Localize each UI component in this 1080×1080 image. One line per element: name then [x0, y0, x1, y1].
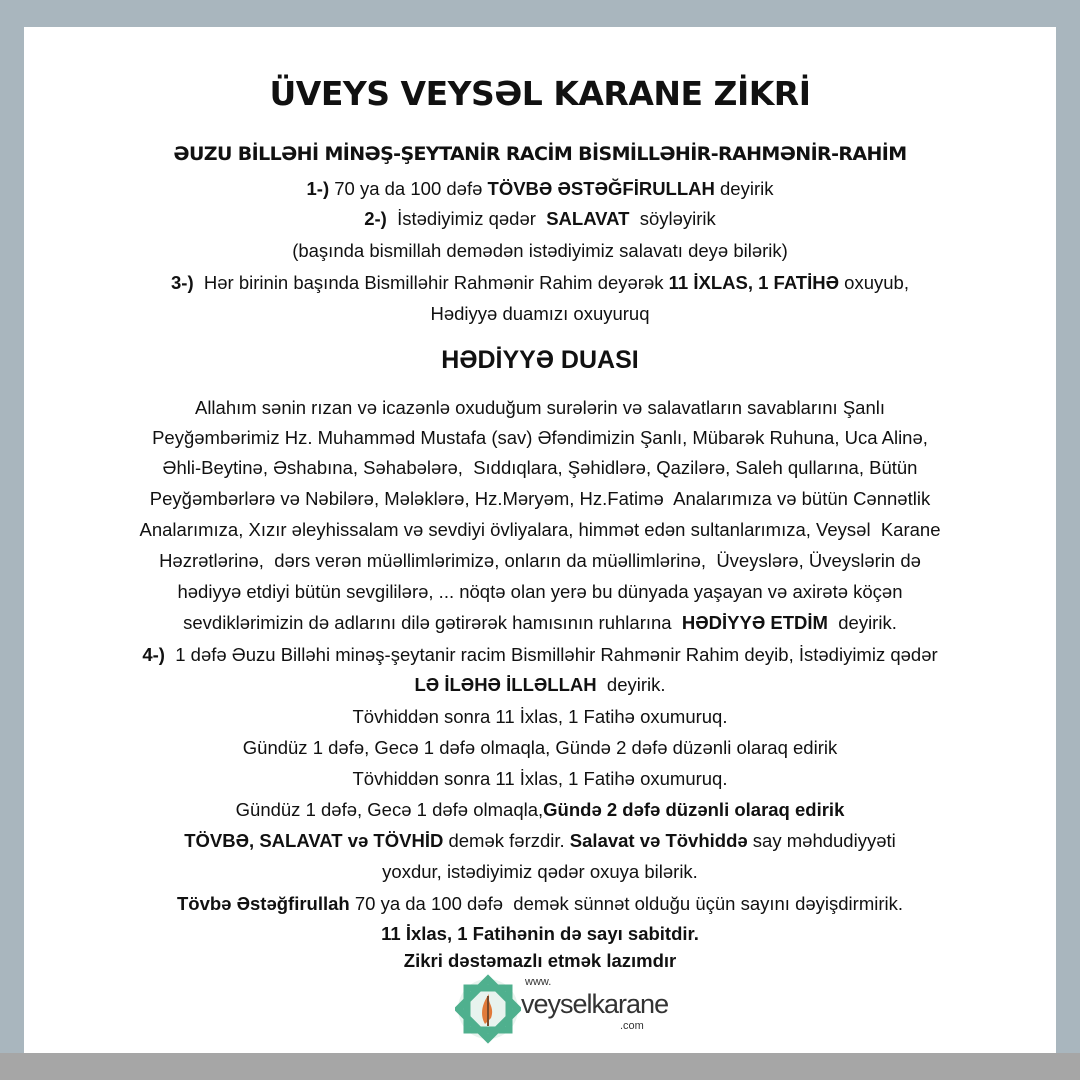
- bold-text: SALAVAT: [546, 208, 630, 229]
- text-line: [0, 488, 1080, 510]
- page-title: ÜVEYS VEYSƏL KARANE ZİKRİ: [269, 74, 811, 113]
- logo-www: www.: [525, 976, 552, 988]
- text: Peyğəmbərlərə və Nəbilərə, Mələklərə, Hz.Məryəm, Hz.Fatimə Analarımıza və bütün Cənnətlik: [149, 488, 931, 509]
- text: Əhli-Beytinə, Əshabına, Səhabələrə, Sıddıqlara, Şəhidlərə, Qazilərə, Saleh qullarına, Bütün: [162, 457, 918, 478]
- text-line: [0, 519, 1080, 541]
- text: deyirik: [714, 178, 774, 199]
- text: deyirik.: [827, 612, 897, 633]
- bold-text: HƏDİYYƏ ETDİM: [681, 612, 828, 633]
- text: oxuyub,: [839, 272, 909, 293]
- text-line: [0, 674, 1080, 696]
- text-line: [0, 893, 1080, 915]
- text-line: [0, 457, 1080, 479]
- text: Tövhiddən sonra 11 İxlas, 1 Fatihə oxumuruq.: [352, 706, 728, 727]
- bold-text: 4-): [142, 644, 176, 665]
- logo-star-icon: [455, 974, 521, 1044]
- text-line: [0, 737, 1080, 759]
- bold-text: 11 İxlas, 1 Fatihənin də sayı sabitdir.: [381, 923, 699, 944]
- text: 70 ya da 100 dəfə: [334, 178, 488, 199]
- bold-text: 2-): [364, 208, 398, 229]
- text-line: [0, 706, 1080, 728]
- subtitle: ƏUZU BİLLƏHİ MİNƏŞ-ŞEYTANİR RACİM BİSMİLLƏHİR-RAHMƏNİR-RAHİM: [173, 143, 907, 165]
- text-line: [0, 581, 1080, 603]
- text-line: [0, 950, 1080, 972]
- text: söyləyirik: [629, 208, 716, 229]
- text: İstədiyimiz qədər: [397, 208, 547, 229]
- text: Tövhiddən sonra 11 İxlas, 1 Fatihə oxumuruq.: [352, 768, 728, 789]
- text-line: [0, 550, 1080, 572]
- bold-text: 11 İXLAS, 1 FATİHƏ: [668, 272, 840, 293]
- text: hədiyyə etdiyi bütün sevgililərə, ... nöqtə olan yerə bu dünyada yaşayan və axirətə köçən: [177, 581, 903, 602]
- text: yoxdur, istədiyimiz qədər oxuya bilərik.: [382, 861, 698, 882]
- text-line: [0, 861, 1080, 883]
- text: Həzrətlərinə, dərs verən müəllimlərimizə, onların da müəllimlərinə, Üveyslərə, Üveyslərin də: [159, 550, 921, 571]
- text: (başında bismillah demədən istədiyimiz salavatı deyə bilərik): [292, 240, 788, 261]
- bold-text: LƏ İLƏHƏ İLLƏLLAH: [414, 674, 597, 695]
- text: 70 ya da 100 dəfə demək sünnət olduğu üçün sayını dəyişdirmirik.: [349, 893, 904, 914]
- bold-text: Salavat və Tövhiddə: [569, 830, 748, 851]
- bold-text: Zikri dəstəmazlı etmək lazımdır: [403, 950, 677, 971]
- text: Hər birinin başında Bismilləhir Rahmənir Rahim deyərək: [203, 272, 669, 293]
- text-line: [0, 303, 1080, 325]
- text: Analarımıza, Xızır əleyhissalam və sevdiyi övliyalara, himmət edən sultanlarımıza, Veysəl Karane: [139, 519, 941, 540]
- logo-name: veyselkarane: [521, 989, 669, 1019]
- bold-text: 3-): [171, 272, 204, 293]
- bold-text: Gündə 2 dəfə düzənli olaraq edirik: [543, 799, 845, 820]
- text: Gündüz 1 dəfə, Gecə 1 dəfə olmaqla, Gündə 2 dəfə düzənli olaraq edirik: [242, 737, 838, 758]
- bottom-bar: [0, 1053, 1080, 1080]
- text-line: [0, 799, 1080, 821]
- text-line: [0, 768, 1080, 790]
- text-line: [0, 272, 1080, 294]
- text-line: [0, 397, 1080, 419]
- logo-tld: .com: [620, 1020, 644, 1032]
- text-line: [0, 923, 1080, 945]
- text: demək fərzdir.: [443, 830, 570, 851]
- bold-text: 1-): [306, 178, 335, 199]
- logo: [455, 974, 669, 1049]
- text-line: [0, 427, 1080, 449]
- text: 1 dəfə Əuzu Billəhi minəş-şeytanir racim Bismilləhir Rahmənir Rahim deyib, İstədiyimiz qədər: [175, 644, 938, 665]
- bold-text: TÖVBƏ, SALAVAT və TÖVHİD: [184, 830, 444, 851]
- bold-text: Tövbə Əstəğfirullah: [176, 893, 350, 914]
- text-line: [0, 830, 1080, 852]
- text-line: [0, 240, 1080, 262]
- text: Hədiyyə duamızı oxuyuruq: [430, 303, 650, 324]
- text-line: [0, 644, 1080, 666]
- text: deyirik.: [596, 674, 666, 695]
- bold-text: TÖVBƏ ƏSTƏĞFİRULLAH: [487, 178, 715, 199]
- text: Gündüz 1 dəfə, Gecə 1 dəfə olmaqla,: [235, 799, 544, 820]
- section-heading: HƏDİYYƏ DUASI: [441, 346, 639, 374]
- text: Peyğəmbərimiz Hz. Muhamməd Mustafa (sav) Əfəndimizin Şanlı, Mübarək Ruhuna, Uca Alinə,: [152, 427, 928, 448]
- text-line: [0, 178, 1080, 200]
- text-line: [0, 208, 1080, 230]
- text: Allahım sənin rızan və icazənlə oxuduğum surələrin və salavatların savablarını Şanlı: [194, 397, 885, 418]
- text-line: [0, 612, 1080, 634]
- text: say məhdudiyyəti: [747, 830, 896, 851]
- text: sevdiklərimizin də adlarını dilə gətirərək hamısının ruhlarına: [183, 612, 682, 633]
